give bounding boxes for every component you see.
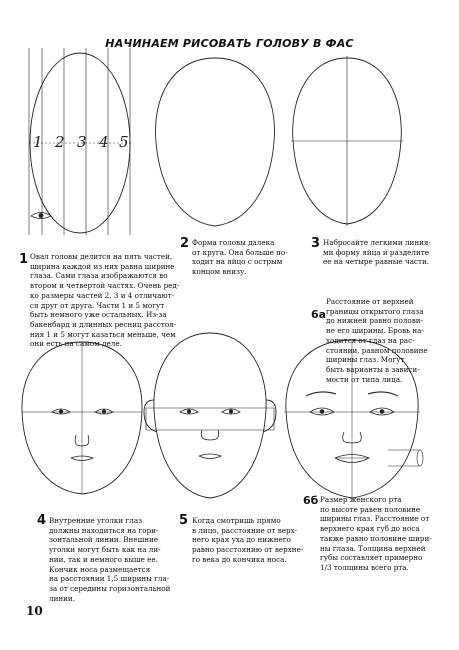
step-1-text: Овал головы делится на пять частей, ширина каждой из них равна ширине глаза. Сами глаза изображаются во втором и четвертой частях. Очень ред- ко размеры частей 2, 3 и 4 отличают- ся друг от друга. Части 1 и 5 могут быть немного уже остальных. Из-за бакенбард и длинных ресниц расстоя- ния 1 и 5 могут казаться меньше, чем они есть на самом деле. <box>30 252 180 349</box>
figure-face-features <box>22 342 142 494</box>
step-number-1: 1 <box>19 252 29 267</box>
step-number-6b: 6б <box>303 494 319 507</box>
step-number-2: 2 <box>180 236 190 251</box>
division-5: 5 <box>119 133 129 151</box>
step-2-text: Форма головы далека от круга. Она больше по- ходит на яйцо с острым концом внизу. <box>192 238 288 277</box>
division-1: 1 <box>33 133 43 151</box>
division-4: 4 <box>99 133 109 151</box>
figure-egg-shape <box>155 58 274 226</box>
step-5-text: Когда смотришь прямо в лицо, расстояние от верх- него края уха до нижнего равно расстоянию от верхне- го века до кончика носа. <box>192 516 304 564</box>
division-2: 2 <box>55 133 65 151</box>
step-4-text: Внутренние уголки глаз должны находиться на гори- зонтальной линии. Внешние уголки могут быть как на ли- нии, так и немного выше ее. Кончик носа размещается на расстоянии 1,5 ширины гла- за от середины горизонтальной линии. <box>49 516 171 603</box>
step-number-4: 4 <box>37 513 47 528</box>
page-title: НАЧИНАЕМ РИСОВАТЬ ГОЛОВУ В ФАС <box>105 37 354 50</box>
step-number-6a: 6а <box>311 308 327 321</box>
step-number-5: 5 <box>179 513 189 528</box>
figure-egg-quarters <box>291 56 403 226</box>
step-6b-text: Размер женского рта по высоте равен половине ширины глаз. Расстояние от верхнего края губ до носа также равно половине шири- ны глаза. Толщина верхней губы составляет примерно 1/3 толщины всего рта. <box>320 495 432 572</box>
figure-head-ears <box>144 333 276 498</box>
division-3: 3 <box>77 133 87 151</box>
step-6a-text: Расстояние от верхней границы открытого глаза до нижней равно полови- не его ширины. Бровь на- ходится от глаз на рас- стоянии, равном половине ширины глаз. Могут быть варианты в зависи- мости от типа лица. <box>326 297 428 384</box>
step-number-3: 3 <box>311 236 321 251</box>
page-number: 10 <box>26 604 43 618</box>
step-3-text: Набросайте легкими линия- ми форму яйца и разделите ее на четыре равные части. <box>323 238 431 267</box>
